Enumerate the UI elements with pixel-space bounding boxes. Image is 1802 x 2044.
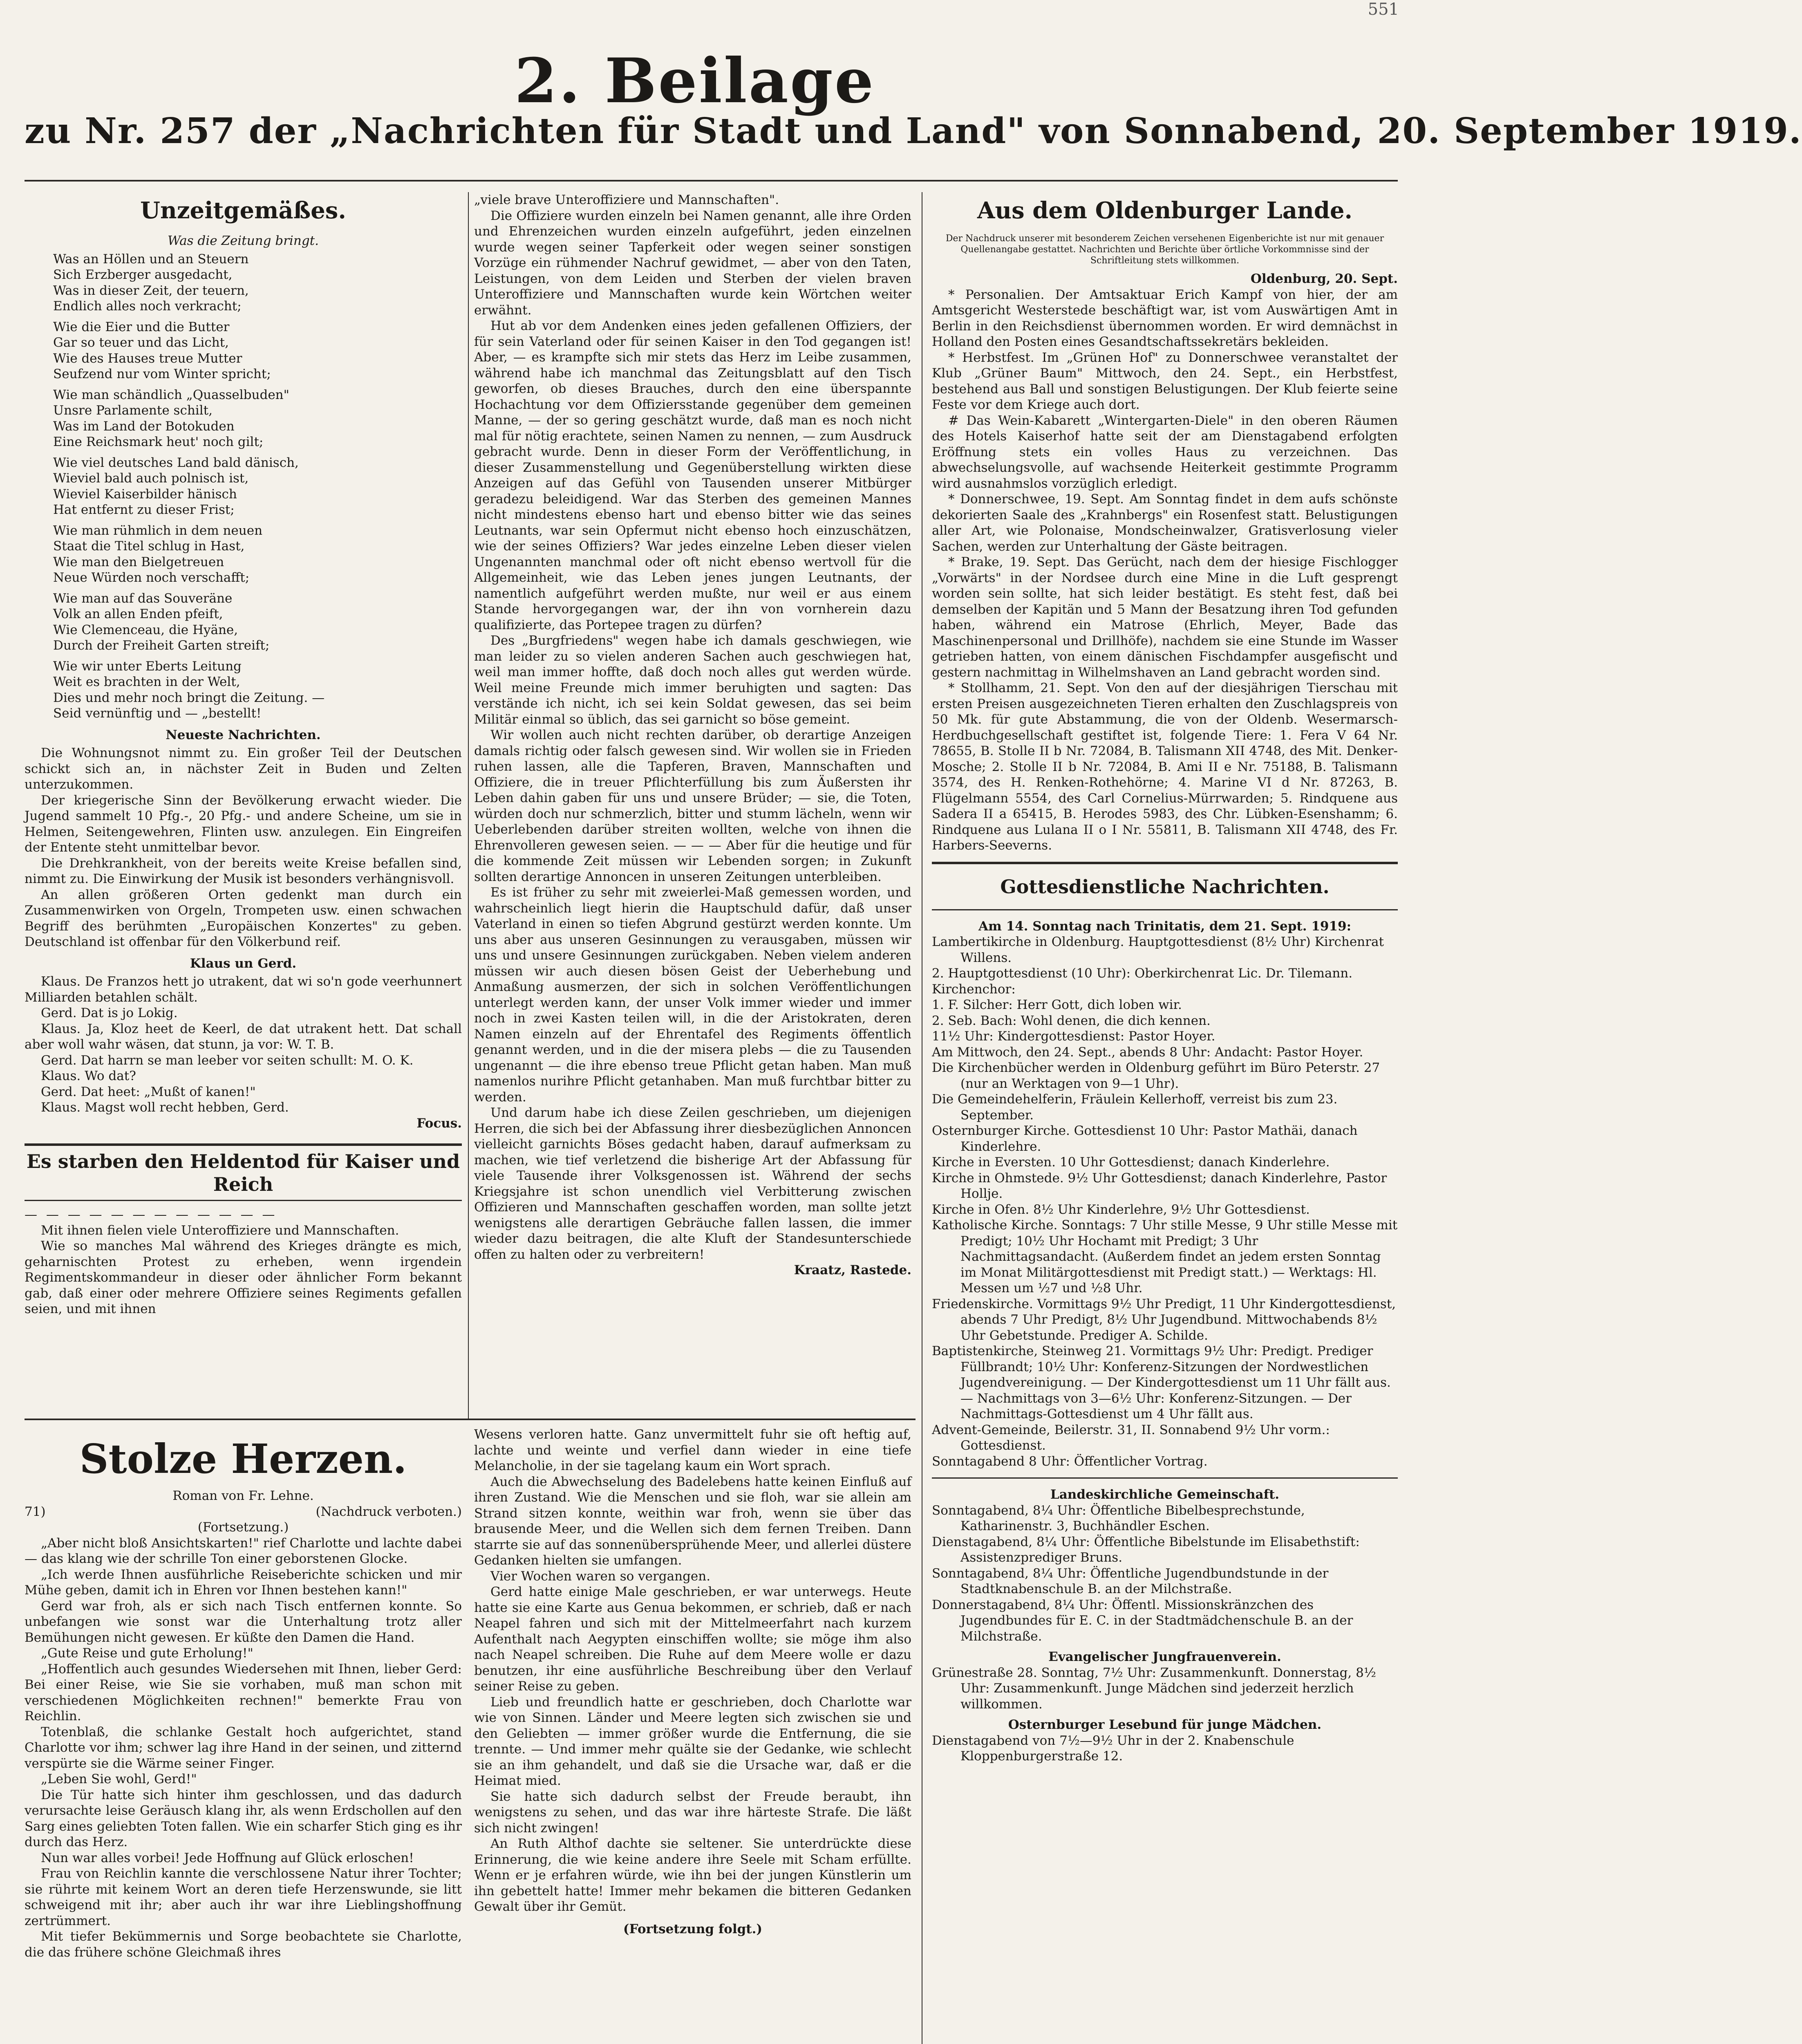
serial-number: 71) bbox=[25, 1504, 46, 1519]
serial-paragraph: „Leben Sie wohl, Gerd!" bbox=[41, 1772, 197, 1786]
poem-line: Was im Land der Botokuden bbox=[53, 419, 235, 434]
poem-line: Wie wir unter Eberts Leitung bbox=[53, 659, 242, 674]
hero-paragraph: Mit ihnen fielen viele Unteroffiziere und Mannschaften. bbox=[41, 1223, 399, 1238]
local-news-item: * Herbstfest. Im „Grünen Hof" zu Donnerschwee veranstaltet der Klub „Grüner Baum" Mittwoch, den 24. Sept., ein Herbstfest, bestehend aus Ball und sonstigen Belustigungen. Der Klub feierte seine Feste vor dem Kriege auch dort. bbox=[932, 350, 1398, 412]
service-entry: Friedenskirche. Vormittags 9½ Uhr Predigt, 11 Uhr Kindergottesdienst, abends 7 Uhr Predigt, 8½ Uhr Jugendbund. Mittwochabends 8½ Uhr Gebetstunde. Prediger A. Schilde. bbox=[932, 1296, 1396, 1343]
lesebund-heading: Osternburger Lesebund für junge Mädchen. bbox=[1008, 1717, 1322, 1732]
serial-paragraph: Sie hatte sich dadurch selbst der Freude beraubt, ihn wenigstens zu sehen, und das war ihre härteste Strafe. Die läßt sich nicht zwingen! bbox=[474, 1789, 911, 1836]
column-1 bbox=[25, 192, 462, 1414]
service-entry: Die Kirchenbücher werden in Oldenburg geführt im Büro Peterstr. 27 (nur an Werktagen von 9—1 Uhr). bbox=[932, 1060, 1380, 1091]
serial-paragraph: „Gute Reise und gute Erholung!" bbox=[41, 1646, 253, 1661]
news-item: Die Drehkrankheit, von der bereits weite Kreise befallen sind, nimmt zu. Die Einwirkung der Musik ist besonders verhängnisvoll. bbox=[25, 856, 462, 886]
poem-line: Sich Erzberger ausgedacht, bbox=[53, 267, 233, 282]
serial-paragraph: Totenblaß, die schlanke Gestalt hoch aufgerichtet, stand Charlotte vor ihm; schwer lag ihre Hand in der seinen, und zitternd verspürte sie die Wärme seiner Finger. bbox=[25, 1724, 462, 1771]
local-news-item: # Das Wein-Kabarett „Wintergarten-Diele" in den oberen Räumen des Hotels Kaiserhof hatte seit der am Dienstagabend erfolgten Eröffnung stets ein volles Haus zu verzeichnen. Das abwechselungsvolle, auf wachsende Heiterkeit gestimmte Programm wird ausnahmslos vorzüglich erledigt. bbox=[932, 413, 1398, 491]
poem-line: Wie die Eier und die Butter bbox=[53, 319, 230, 334]
serial-to-be-continued: (Fortsetzung folgt.) bbox=[623, 1921, 763, 1936]
serial-paragraph: Vier Wochen waren so vergangen. bbox=[490, 1569, 711, 1584]
service-entry: Katholische Kirche. Sonntags: 7 Uhr stille Messe, 9 Uhr stille Messe mit Predigt; 10½ Uhr Hochamt mit Predigt; 3 Uhr Nachmittagsandacht. (Außerdem findet an jedem ersten Sonntag im Monat Militärgottesdienst mit Predigt statt.) — Werktags: Hl. Messen um ½7 und ½8 Uhr. bbox=[932, 1218, 1398, 1295]
article-paragraph: Wir wollen auch nicht rechten darüber, ob derartige Anzeigen damals richtig oder falsch gewesen sind. Wir wollen sie in Frieden ruhen lassen, alle die Tapferen, Braven, Mannschaften und Offiziere, die in treuer Pflichterfüllung bis zum Äußersten ihr Leben dahin gaben für uns und unsere Brüder; — sie, die Toten, würden doch nur schmerzlich, bitter und stumm lächeln, wenn wir Ueberlebenden darüber streiten wollten, welche von ihnen die Ehrenvolleren gewesen seien. — — — Aber für die heutige und für die kommende Zeit müssen wir Lebenden sorgen; in Zukunft sollten derartige Annoncen in unseren Zeitungen unterbleiben. bbox=[474, 728, 911, 884]
serial-meta bbox=[25, 1504, 462, 1520]
landes-heading: Landeskirchliche Gemeinschaft. bbox=[1050, 1487, 1280, 1502]
serial-paragraph: „Hoffentlich auch gesundes Wiedersehen mit Ihnen, lieber Gerd: Bei einer Reise, wie Sie sie vorhaben, muß man schon mit verschiedenen Möglichkeiten rechnen!" bemerkte Frau von Reichlin. bbox=[25, 1661, 462, 1724]
column-2 bbox=[474, 192, 911, 1414]
section-heading-oldenburg: Aus dem Oldenburger Lande. bbox=[977, 197, 1353, 224]
section-heading-unzeitgemaesses: Unzeitgemäßes. bbox=[140, 197, 346, 224]
serial-paragraph: Die Tür hatte sich hinter ihm geschlossen, und das dadurch verursachte leise Geräusch klang ihr, als wenn Erdschollen auf den Sarg eines geliebten Toten fallen. Wie ein scharfer Stich ging es ihr durch das Herz. bbox=[25, 1787, 462, 1849]
article-paragraph: Es ist früher zu sehr mit zweierlei-Maß gemessen worden, und wahrscheinlich liegt hierin die Hauptschuld dafür, daß unser Vaterland in einen so tiefen Abgrund gestürzt werden konnte. Um uns aber aus unseren Gesinnungen zu verausgaben, müssen wir uns und unsere Gesinnungen zurückgaben. Neben vielem anderen müssen wir auch diesen bösen Geist der Ueberhebung und Anmaßung ausmerzen, der sich in solchen Veröffentlichungen unterlegt werden kann, der unser Volk immer wieder und immer noch in zwei Kasten teilen will, in die der Aristokraten, deren Namen einzeln auf der Ehrentafel des Regiments öffentlich genannt werden, und in die der misera plebs — die zu Tausenden ungenannt — die ihre ebenso treue Pflicht getan haben. Man muß namenlos nurihre Pflicht getanhaben. Man muß furchtbar bitter zu werden. bbox=[474, 885, 911, 1105]
issue-subtitle: zu Nr. 257 der „Nachrichten für Stadt und Land" von Sonnabend, 20. September 1919. bbox=[25, 110, 1802, 152]
poem-line: Gar so teuer und das Licht, bbox=[53, 335, 229, 350]
church-services bbox=[932, 934, 1398, 1469]
news-item: Der kriegerische Sinn der Bevölkerung erwacht wieder. Die Jugend sammelt 10 Pfg.-, 20 Pfg.- und andere Scheine, um sie in Helmen, Seitengewehren, Flinten usw. anzulegen. Ein Eingreifen der Entente steht unmittelbar bevor. bbox=[25, 793, 462, 855]
service-entry: 11½ Uhr: Kindergottesdienst: Pastor Hoyer. bbox=[932, 1029, 1216, 1044]
serial-paragraph: Lieb und freundlich hatte er geschrieben, doch Charlotte war wie von Sinnen. Länder und Meere legten sich zwischen sie und den Geliebten — immer größer wurde die Entfernung, die sie trennte. — Und immer mehr quälte sie der Gedanke, wie schlecht sie an ihm gehandelt, und daß sie die Ursache war, daß er die Heimat mied. bbox=[474, 1694, 911, 1788]
article-body bbox=[474, 192, 911, 1262]
dialog-line: Klaus. Wo dat? bbox=[41, 1069, 136, 1083]
service-entry: Kirche in Eversten. 10 Uhr Gottesdienst; danach Kinderlehre. bbox=[932, 1155, 1330, 1170]
poem-line: Wie viel deutsches Land bald dänisch, bbox=[53, 455, 299, 470]
dialog-heading: Klaus un Gerd. bbox=[190, 956, 297, 971]
service-entry: Osternburger Kirche. Gottesdienst 10 Uhr: Pastor Mathäi, danach Kinderlehre. bbox=[932, 1123, 1358, 1154]
landes-entries bbox=[932, 1503, 1398, 1645]
poem-line: Wieviel bald auch polnisch ist, bbox=[53, 471, 249, 486]
poem-line: Wie Clemenceau, die Hyäne, bbox=[53, 622, 238, 637]
service-entry: Kirche in Ofen. 8½ Uhr Kinderlehre, 9½ Uhr Gottesdienst. bbox=[932, 1202, 1310, 1217]
dateline: Oldenburg, 20. Sept. bbox=[1250, 271, 1398, 286]
divider bbox=[932, 909, 1398, 910]
poem-line: Wie man den Bielgetreuen bbox=[53, 554, 224, 569]
serial-paragraph: Frau von Reichlin kannte die verschlossene Natur ihrer Tochter; sie rührte mit keinem Wort an deren tiefe Herzenswunde, sie litt schweigend mit ihr; aber auch ihr war ihre Lieblingshoffnung zertrümmert. bbox=[25, 1866, 462, 1928]
news-heading: Neueste Nachrichten. bbox=[166, 727, 321, 742]
serial-paragraph: „Aber nicht bloß Ansichtskarten!" rief Charlotte und lachte dabei — das klang wie der schrille Ton einer geborstenen Glocke. bbox=[25, 1535, 462, 1566]
article-paragraph: Die Offiziere wurden einzeln bei Namen genannt, alle ihre Orden und Ehrenzeichen wurden einzeln aufgeführt, jeden einzelnen wurde wegen seiner Tapferkeit oder wegen seiner sonstigen Vorzüge ein rühmender Nachruf gewidmet, — aber von den Taten, Leistungen, von dem Leiden und Sterben der vielen braven Unteroffiziere und Mannschaften wurde kein Wörtchen weiter erwähnt. bbox=[474, 208, 911, 318]
local-news-item: * Personalien. Der Amtsaktuar Erich Kampf von hier, der am Amtsgericht Westerstede beschäftigt war, ist vom Auswärtigen Amt in Berlin in den Reichsdienst übernommen worden. Er wird demnächst in Holland den Posten eines Gesandtschaftssekretärs bekleiden. bbox=[932, 287, 1398, 349]
serial-continuation: (Fortsetzung.) bbox=[197, 1520, 289, 1535]
reprint-notice: Der Nachdruck unserer mit besonderem Zeichen versehenen Eigenberichte ist nur mit genauer Quellenangabe gestattet. Nachrichten und Berichte über örtliche Vorkommnisse sind der Schriftleitung stets willkommen. bbox=[945, 233, 1384, 266]
article-paragraph: Des „Burgfriedens" wegen habe ich damals geschwiegen, wie man leider zu so vielen anderen Sachen auch geschwiegen hat, weil man immer hoffte, daß doch noch alles gut werden würde. Weil meine Freunde mich immer beruhigten und sagten: Das verstände ich nicht, ich sei kein Soldat gewesen, das sei beim Militär einmal so üblich, das sei garnicht so böse gemeint. bbox=[474, 633, 911, 727]
dialog-line: Gerd. Dat harrn se man leeber vor seiten schullt: M. O. K. bbox=[41, 1053, 414, 1068]
serial-text-right bbox=[474, 1427, 911, 1915]
service-entry: Am Mittwoch, den 24. Sept., abends 8 Uhr: Andacht: Pastor Hoyer. bbox=[932, 1044, 1363, 1060]
serial-paragraph: Gerd hatte einige Male geschrieben, er war unterwegs. Heute hatte sie eine Karte aus Genua bekommen, er schrieb, daß er nach Neapel fahren und sich mit der Mittelmeerfahrt nach kurzem Aufenthalt nach Aegypten einschiffen wollte; sie möge ihm also nach Neapel schreiben. Die Ruhe auf dem Meere wolle er dazu benutzen, ihr eine ausführliche Beschreibung über den Verlauf seiner Reise zu geben. bbox=[474, 1585, 911, 1694]
service-entry: Sonntagabend 8 Uhr: Öffentlicher Vortrag. bbox=[932, 1454, 1208, 1469]
hero-heading: Es starben den Heldentod für Kaiser und Reich bbox=[26, 1150, 460, 1195]
poem-line: Seid vernünftig und — „bestellt! bbox=[53, 706, 262, 721]
serial-rule bbox=[25, 1419, 916, 1420]
jungfrauen-block bbox=[932, 1665, 1398, 1712]
service-entry: Advent-Gemeinde, Beilerstr. 31, II. Sonnabend 9½ Uhr vorm.: Gottesdienst. bbox=[932, 1422, 1330, 1453]
lesebund-block bbox=[932, 1733, 1398, 1764]
page-number: 551 bbox=[1368, 0, 1399, 19]
service-entry: 1. F. Silcher: Herr Gott, dich loben wir. bbox=[932, 997, 1182, 1012]
service-entry: Kirche in Ohmstede. 9½ Uhr Gottesdienst; danach Kinderlehre, Pastor Hollje. bbox=[932, 1170, 1387, 1201]
serial-paragraph: Mit tiefer Bekümmernis und Sorge beobachtete sie Charlotte, die das frühere schöne Gleichmaß ihres bbox=[25, 1929, 462, 1960]
signature-kraatz: Kraatz, Rastede. bbox=[794, 1263, 911, 1278]
local-news-item: * Brake, 19. Sept. Das Gerücht, nach dem der hiesige Fischlogger „Vorwärts" in der Nordsee durch eine Mine in die Luft gesprengt worden sein sollte, hat sich leider bestätigt. Es steht fest, daß bei demselben der Kapitän und 5 Mann der Besatzung ihren Tod gefunden haben, während ein Matrose (Ehrlich, Meyer, Bade das Maschinenpersonal und Drillhöfe), nachdem sie eine Stunde im Wasser getrieben hatten, von einem dänischen Fischdampfer ausgefischt und gestern nachmittag in Wilhelmshaven an Land gebracht worden sind. bbox=[932, 555, 1398, 680]
poem-line: Wie man auf das Souveräne bbox=[53, 591, 233, 606]
serial-paragraph: Nun war alles vorbei! Jede Hoffnung auf Glück erloschen! bbox=[41, 1850, 414, 1865]
column-3 bbox=[932, 192, 1398, 2044]
serial-byline: Roman von Fr. Lehne. bbox=[172, 1488, 314, 1503]
supplement-title: 2. Beilage bbox=[514, 45, 875, 117]
divider bbox=[932, 1477, 1398, 1479]
serial-left bbox=[25, 1427, 462, 2044]
article-paragraph: „viele brave Unteroffiziere und Mannschaften". bbox=[474, 193, 779, 207]
serial-paragraph: Wesens verloren hatte. Ganz unvermittelt fuhr sie oft heftig auf, lachte und weinte und verfiel dann wieder in eine tiefe Melancholie, in der sie tagelang kaum ein Wort sprach. bbox=[474, 1427, 911, 1473]
church-date: Am 14. Sonntag nach Trinitatis, dem 21. Sept. 1919: bbox=[978, 919, 1352, 934]
masthead bbox=[0, 0, 1802, 172]
serial-title: Stolze Herzen. bbox=[79, 1436, 407, 1483]
service-entry: 2. Hauptgottesdienst (10 Uhr): Oberkirchenrat Lic. Dr. Tilemann. bbox=[932, 966, 1353, 981]
poem-line: Wie man schändlich „Quasselbuden" bbox=[53, 387, 289, 402]
poem-line: Neue Würden noch verschafft; bbox=[53, 570, 250, 585]
hero-text bbox=[25, 1223, 462, 1317]
poem-line: Dies und mehr noch bringt die Zeitung. — bbox=[53, 690, 325, 705]
jungfrauen-entry: Grünestraße 28. Sonntag, 7½ Uhr: Zusammenkunft. Donnerstag, 8½ Uhr: Zusammenkunft. Junge Mädchen sind jederzeit herzlich willkommen. bbox=[932, 1665, 1376, 1712]
serial-right bbox=[474, 1427, 911, 2044]
divider bbox=[932, 862, 1398, 864]
landes-entry: Sonntagabend, 8¼ Uhr: Öffentliche Bibelbesprechstunde, Katharinenstr. 3, Buchhändler Eschen. bbox=[932, 1503, 1305, 1533]
lesebund-entry: Dienstagabend von 7½—9½ Uhr in der 2. Knabenschule Kloppenburgerstraße 12. bbox=[932, 1733, 1294, 1764]
service-entry: Die Gemeindehelferin, Fräulein Kellerhoff, verreist bis zum 23. September. bbox=[932, 1092, 1338, 1123]
service-entry: Lambertikirche in Oldenburg. Hauptgottesdienst (8½ Uhr) Kirchenrat Willens. bbox=[932, 935, 1384, 965]
news-item: An allen größeren Orten gedenkt man durch ein Zusammenwirken von Orgeln, Trompeten usw. einen schwachen Begriff des berühmten „Europäischen Konzertes" zu geben. Deutschland ist offenbar für den Völkerbund reif. bbox=[25, 887, 462, 949]
service-entry: Kirchenchor: bbox=[932, 982, 1016, 997]
masthead-rule bbox=[25, 180, 1398, 182]
serial-copyright: (Nachdruck verboten.) bbox=[316, 1504, 462, 1519]
poem-line: Seufzend nur vom Winter spricht; bbox=[53, 367, 271, 381]
poem-line: Was in dieser Zeit, der teuern, bbox=[53, 283, 249, 298]
serial-paragraph: An Ruth Althof dachte sie seltener. Sie unterdrückte diese Erinnerung, die wie keine andere ihre Seele mit Scham erfüllte. Wenn er je erfahren würde, wie ihn bei der jungen Künstlerin um ihn gebettelt hatte! Immer mehr bekamen die bitteren Gedanken Gewalt über ihr Gemüt. bbox=[474, 1836, 911, 1914]
serial-text-left bbox=[25, 1535, 462, 1961]
poem-line: Eine Reichsmark heut' noch gilt; bbox=[53, 435, 264, 449]
news-item: Die Wohnungsnot nimmt zu. Ein großer Teil der Deutschen schickt sich an, in nächster Zeit in Buden und Zelten unterzukommen. bbox=[25, 746, 462, 792]
poem bbox=[25, 251, 462, 722]
poem-line: Staat die Titel schlug in Hast, bbox=[53, 539, 245, 554]
poem-line: Volk an allen Enden pfeift, bbox=[53, 607, 223, 621]
dialog-block bbox=[25, 974, 462, 1116]
service-entry: 2. Seb. Bach: Wohl denen, die dich kennen. bbox=[932, 1013, 1211, 1028]
jungfrauen-heading: Evangelischer Jungfrauenverein. bbox=[1048, 1650, 1281, 1664]
church-heading: Gottesdienstliche Nachrichten. bbox=[1000, 875, 1330, 898]
column-rule-1 bbox=[468, 192, 469, 1419]
dialog-line: Klaus. Magst woll recht hebben, Gerd. bbox=[41, 1100, 289, 1115]
serial-paragraph: Auch die Abwechselung des Badelebens hatte keinen Einfluß auf ihren Zustand. Wie die Menschen und sie floh, war sie allein am Strand sitzen konnte, weithin war froh, wenn sie über das brausende Meer, und die Wellen sich dem fernen Treiben. Dann starrte sie auf das sonnenübersprühende Meer, und allerlei düstere Gedanken hielten sie umfangen. bbox=[474, 1474, 911, 1568]
poem-line: Wie man rühmlich in dem neuen bbox=[53, 523, 263, 538]
local-news-item: * Stollhamm, 21. Sept. Von den auf der diesjährigen Tierschau mit ersten Preisen ausgezeichneten Tieren erhalten den Zuschlagspreis von 50 Mk. für gute Abstammung, die von der Oldenb. Wesermarsch-Herdbuchgesellschaft gestiftet ist, folgende Tiere: 1. Fera V 64 Nr. 78655, B. Stolle II b Nr. 72084, B. Talismann XII 4748, des Mit. Denker-Mosche; 2. Stolle II b Nr. 72084, B. Ami II e Nr. 75188, B. Talismann 3574, des H. Renken-Rothehörne; 4. Marine VI d Nr. 87263, B. Flügelmann 5554, des Carl Cornelius-Mürrwarden; 5. Rindquene aus Sadera II a 65415, B. Herodes 5983, des Chr. Lübken-Esenshamm; 6. Rindquene aus Lulana II o I Nr. 55811, B. Talismann XII 4748, des Fr. Harbers-Seeverns. bbox=[932, 681, 1398, 853]
hero-dashes: — — — — — — — — — — — — bbox=[25, 1207, 278, 1222]
poem-line: Was an Höllen und an Steuern bbox=[53, 251, 249, 267]
poem-line: Endlich alles noch verkracht; bbox=[53, 299, 242, 314]
poem-line: Hat entfernt zu dieser Frist; bbox=[53, 502, 235, 517]
local-news bbox=[932, 287, 1398, 854]
dialog-line: Gerd. Dat is jo Lokig. bbox=[41, 1006, 178, 1020]
service-entry: Baptistenkirche, Steinweg 21. Vormittags 9½ Uhr: Predigt. Prediger Füllbrandt; 10½ Uhr: Konferenz-Sitzungen der Nordwestlichen Jugendvereinigung. — Der Kindergottesdienst um 11 Uhr fällt aus. — Nachmittags von 3—6½ Uhr: Konferenz-Sitzungen. — Der Nachmittags-Gottesdienst um 4 Uhr fällt aus. bbox=[932, 1344, 1391, 1421]
serial-paragraph: „Ich werde Ihnen ausführliche Reiseberichte schicken und mir Mühe geben, damit ich in Ehren vor Ihnen bestehen kann!" bbox=[25, 1567, 462, 1598]
dialog-line: Klaus. De Franzos hett jo utrakent, dat wi so'n gode veerhunnert Milliarden betahlen schält. bbox=[25, 974, 462, 1005]
serial-paragraph: Gerd war froh, als er sich nach Tisch entfernen konnte. So unbefangen wie sonst war die Unterhaltung trotz aller Bemühungen nicht gewesen. Er küßte den Damen die Hand. bbox=[25, 1598, 462, 1645]
landes-entry: Donnerstagabend, 8¼ Uhr: Öffentl. Missionskränzchen des Jugendbundes für E. C. in der Stadtmädchenschule B. an der Milchstraße. bbox=[932, 1597, 1353, 1644]
poem-line: Weit es brachten in der Welt, bbox=[53, 675, 240, 689]
local-news-item: * Donnerschwee, 19. Sept. Am Sonntag findet in dem aufs schönste dekorierten Saale des „Krahnbergs" ein Rosenfest statt. Belustigungen aller Art, wie Polonaise, Mondscheinwalzer, Gratisverlosung vieler Sachen, werden zur Unterhaltung der Gäste beitragen. bbox=[932, 492, 1398, 554]
signature-focus: Focus. bbox=[416, 1116, 462, 1131]
poem-line: Durch der Freiheit Garten streift; bbox=[53, 638, 270, 653]
poem-line: Wieviel Kaiserbilder hänisch bbox=[53, 486, 237, 502]
dialog-line: Gerd. Dat heet: „Mußt of kanen!" bbox=[41, 1084, 256, 1099]
article-paragraph: Und darum habe ich diese Zeilen geschrieben, um diejenigen Herren, die sich bei der Abfassung ihrer diesbezüglichen Annoncen vielleicht garnichts Böses gedacht haben, darauf aufmerksam zu machen, wie tief verletzend die bisherige Art der Abfassung für viele Tausende ihrer Volksgenossen ist. Während der sechs Kriegsjahre ist schon unendlich viel Verbitterung zwischen Offizieren und Mannschaften geschaffen worden, man sollte jetzt wenigstens alle derartigen Gebräuche fallen lassen, die immer wieder dazu beitragen, die alte Kluft der Standesunterschiede offen zu halten oder zu verbreitern! bbox=[474, 1105, 911, 1262]
hero-heading-box bbox=[25, 1143, 462, 1201]
poem-title: Was die Zeitung bringt. bbox=[168, 233, 319, 248]
landes-entry: Sonntagabend, 8¼ Uhr: Öffentliche Jugendbundstunde in der Stadtknabenschule B. an der Milchstraße. bbox=[932, 1566, 1329, 1596]
dialog-line: Klaus. Ja, Kloz heet de Keerl, de dat utrakent hett. Dat schall aber woll wahr wäsen, dat stunn, ja vor: W. T. B. bbox=[25, 1021, 462, 1052]
poem-line: Unsre Parlamente schilt, bbox=[53, 403, 213, 418]
hero-paragraph: Wie so manches Mal während des Krieges drängte es mich, geharnischten Protest zu erheben, wenn irgendein Regimentskommandeur in dieser oder ähnlicher Form bekannt gab, daß einer oder mehrere Offiziere seines Regiments gefallen seien, und mit ihnen bbox=[25, 1239, 462, 1316]
landes-entry: Dienstagabend, 8¼ Uhr: Öffentliche Bibelstunde im Elisabethstift: Assistenzprediger Bruns. bbox=[932, 1534, 1360, 1565]
poem-line: Wie des Hauses treue Mutter bbox=[53, 351, 242, 366]
article-paragraph: Hut ab vor dem Andenken eines jeden gefallenen Offiziers, der für sein Vaterland oder für seinen Kaiser in den Tod gegangen ist! Aber, — es krampfte sich mir stets das Herz im Leibe zusammen, während habe ich manchmal das Zeitungsblatt auf den Tisch geworfen, ob dieses Brauches, durch den eine überspannte Hochachtung vor dem Offiziersstande gegenüber dem gemeinen Manne, — der so gering geschätzt wurde, daß man es noch nicht mal für nötig erachtete, seinen Namen zu nennen, — zum Ausdruck gebracht wurde. Denn in dieser Form der Veröffentlichung, in dieser Zusammenstellung und Gegenüberstellung wirkten diese Anzeigen auf das Gefühl von Tausenden unserer Mitbürger geradezu beleidigend. War das Sterben des gemeinen Mannes nicht mindestens ebenso hart und ebenso bitter wie das seines Leutnants, war sein Opfermut nicht ebenso hoch einzuschätzen, wie der seines Offiziers? War jedes einzelne Leben dieser vielen Ungenannten manchmal oder oft nicht ebenso wertvoll für die Allgemeinheit, wie das Leben jenes jungen Leutnants, der namentlich aufgeführt werden mußte, nur weil er aus einem Stande hervorgegangen war, der ihn von vornherein dazu qualifizierte, das Portepee tragen zu dürfen? bbox=[474, 318, 911, 632]
news-block bbox=[25, 745, 462, 950]
